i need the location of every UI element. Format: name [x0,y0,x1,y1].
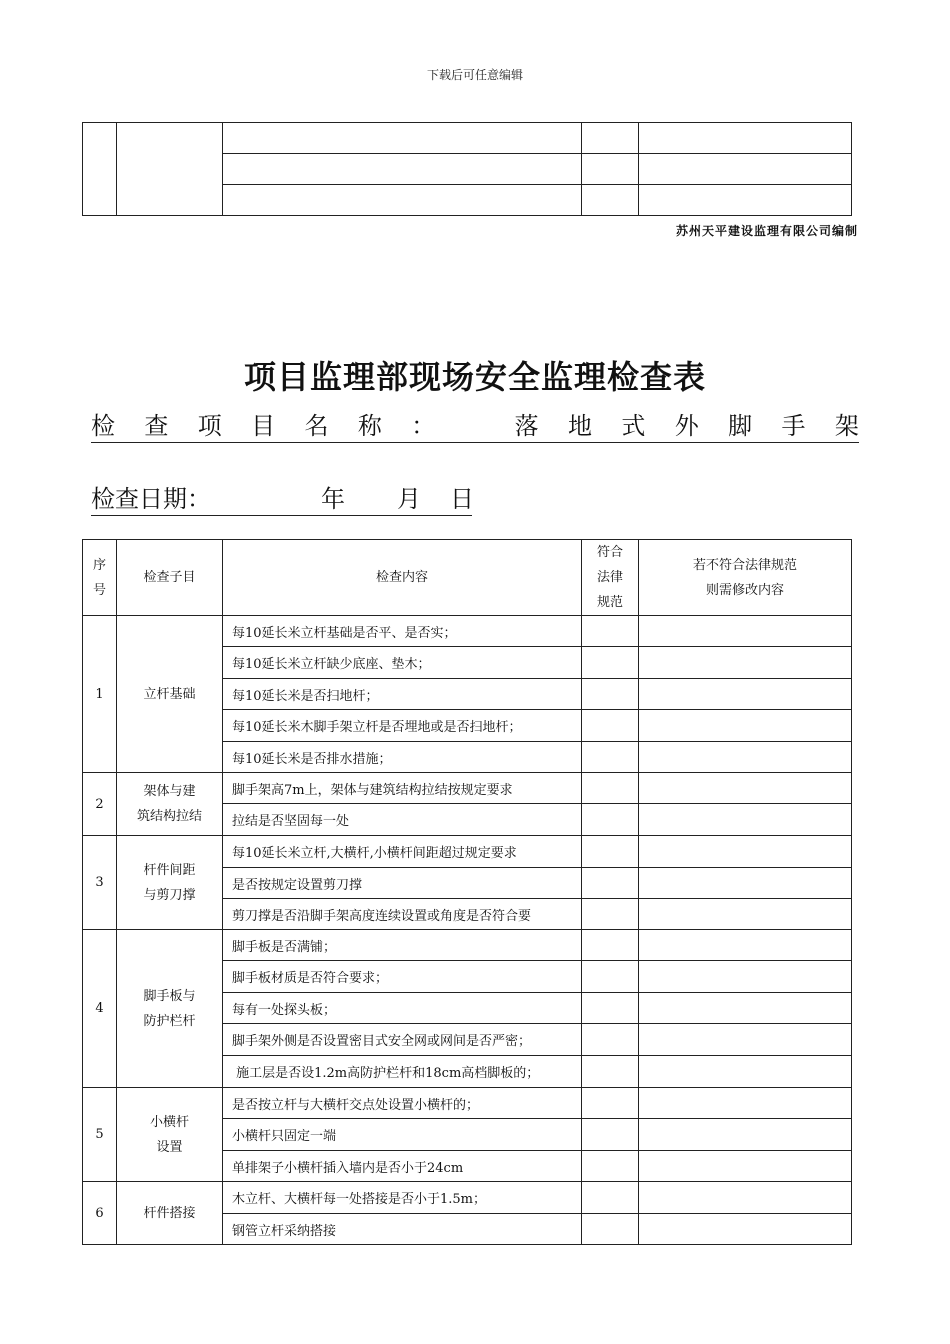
project-line-char: ： [411,412,436,440]
table-row [83,1088,852,1119]
check-content-cell: 每10延长米是否扫地杆； [223,679,582,710]
table-row [83,836,852,868]
table-row [83,773,852,804]
project-line-char: 名 [304,412,329,440]
empty-cell [582,123,639,154]
check-content-cell: 每10延长米立杆,大横杆,小横杆间距超过规定要求 [223,836,582,868]
check-content-cell: 脚手架高7m上，架体与建筑结构拉结按规定要求 [223,773,582,804]
seq-cell: 5 [83,1088,117,1182]
check-content-cell: 单排架子小横杆插入墙内是否小于24cm [223,1151,582,1182]
seq-cell: 2 [83,773,117,836]
seq-cell: 4 [83,930,117,1088]
previous-page-table-fragment [82,122,852,216]
fix-content-cell[interactable] [639,773,852,804]
table-row [83,1182,852,1214]
project-line-char: 手 [781,412,806,440]
compliant-cell[interactable] [582,899,639,930]
fix-content-cell[interactable] [639,647,852,679]
page-title: 项目监理部现场安全监理检查表 [243,358,706,396]
seq-cell: 3 [83,836,117,930]
date-year: 年 [321,485,345,513]
company-footer: 苏州天平建设监理有限公司编制 [675,224,858,238]
check-content-cell: 小横杆只固定一端 [223,1119,582,1151]
project-line-char: 地 [568,412,592,440]
header-sub-item: 检查子目 [117,540,223,616]
date-label: 检查日期： [91,485,211,513]
date-day: 日 [450,485,474,513]
check-content-cell: 木立杆、大横杆每一处搭接是否小于1.5m； [223,1182,582,1214]
fix-content-cell[interactable] [639,804,852,836]
compliant-cell[interactable] [582,1182,639,1214]
check-content-cell: 施工层是否设1.2m高防护栏杆和18cm高档脚板的； [223,1056,582,1088]
check-content-cell: 每10延长米是否排水措施； [223,742,582,773]
fix-content-cell[interactable] [639,1088,852,1119]
fix-content-cell[interactable] [639,868,852,899]
table-row [83,930,852,961]
project-line-char: 检 [91,412,115,440]
sub-item-cell: 小横杆 设置 [117,1088,223,1182]
fix-content-cell[interactable] [639,930,852,961]
seq-cell: 6 [83,1182,117,1245]
compliant-cell[interactable] [582,1088,639,1119]
compliant-cell[interactable] [582,1214,639,1245]
table-row [83,616,852,647]
empty-cell [223,185,582,216]
table-header-row [83,540,852,616]
fix-content-cell[interactable] [639,961,852,993]
fix-content-cell[interactable] [639,836,852,868]
project-line-char: 架 [834,412,859,440]
check-content-cell: 钢管立杆采纳搭接 [223,1214,582,1245]
check-content-cell: 脚手板是否满铺； [223,930,582,961]
empty-cell [639,154,852,185]
empty-cell [582,185,639,216]
sub-item-cell: 杆件搭接 [117,1182,223,1245]
compliant-cell[interactable] [582,804,639,836]
compliant-cell[interactable] [582,993,639,1024]
header-note: 下载后可任意编辑 [426,68,523,82]
empty-cell [223,154,582,185]
compliant-cell[interactable] [582,616,639,647]
sub-item-cell: 立杆基础 [117,616,223,773]
project-line-char: 式 [621,412,646,440]
check-content-cell: 每10延长米木脚手架立杆是否埋地或是否扫地杆； [223,710,582,742]
compliant-cell[interactable] [582,1151,639,1182]
check-content-cell: 是否按规定设置剪刀撑 [223,868,582,899]
check-content-cell: 每10延长米立杆基础是否平、是否实； [223,616,582,647]
compliant-cell[interactable] [582,868,639,899]
compliant-cell[interactable] [582,742,639,773]
fix-content-cell[interactable] [639,993,852,1024]
empty-cell [223,123,582,154]
empty-cell [83,123,117,216]
check-content-cell: 剪刀撑是否沿脚手架高度连续设置或角度是否符合要 [223,899,582,930]
fix-content-cell[interactable] [639,1056,852,1088]
fix-content-cell[interactable] [639,1182,852,1214]
date-month: 月 [397,485,421,513]
compliant-cell[interactable] [582,647,639,679]
header-fix: 若不符合法律规范 则需修改内容 [639,540,852,616]
compliant-cell[interactable] [582,710,639,742]
compliant-cell[interactable] [582,773,639,804]
fix-content-cell[interactable] [639,1119,852,1151]
fix-content-cell[interactable] [639,710,852,742]
seq-cell: 1 [83,616,117,773]
project-line-char: 目 [251,412,276,440]
check-content-cell: 脚手板材质是否符合要求； [223,961,582,993]
project-line-char: 查 [144,412,169,440]
project-line-char: 项 [197,412,222,440]
header-seq: 序 号 [83,540,117,616]
fix-content-cell[interactable] [639,1024,852,1056]
compliant-cell[interactable] [582,1056,639,1088]
header-content: 检查内容 [223,540,582,616]
inspection-date-line [91,483,472,516]
compliant-cell[interactable] [582,930,639,961]
project-line-char: 称 [357,412,382,440]
compliant-cell[interactable] [582,961,639,993]
sub-item-cell: 架体与建 筑结构拉结 [117,773,223,836]
project-name-line [91,410,859,443]
empty-cell [639,185,852,216]
compliant-cell[interactable] [582,1119,639,1151]
check-content-cell: 拉结是否坚固每一处 [223,804,582,836]
compliant-cell[interactable] [582,836,639,868]
compliant-cell[interactable] [582,679,639,710]
fix-content-cell[interactable] [639,1151,852,1182]
empty-cell [639,123,852,154]
check-content-cell: 每有一处探头板； [223,993,582,1024]
fix-content-cell[interactable] [639,742,852,773]
sub-item-cell: 杆件间距 与剪刀撑 [117,836,223,930]
check-content-cell: 是否按立杆与大横杆交点处设置小横杆的； [223,1088,582,1119]
safety-checklist-table [82,539,852,1245]
project-line-char: 脚 [728,412,753,440]
project-line-char: 落 [514,412,539,440]
fix-content-cell[interactable] [639,616,852,647]
check-content-cell: 脚手架外侧是否设置密目式安全网或网间是否严密； [223,1024,582,1056]
fix-content-cell[interactable] [639,899,852,930]
project-line-char: 外 [674,412,699,440]
fix-content-cell[interactable] [639,679,852,710]
sub-item-cell: 脚手板与 防护栏杆 [117,930,223,1088]
empty-cell [117,123,223,216]
compliant-cell[interactable] [582,1024,639,1056]
fix-content-cell[interactable] [639,1214,852,1245]
check-content-cell: 每10延长米立杆缺少底座、垫木； [223,647,582,679]
empty-cell [582,154,639,185]
header-compliant: 符合 法律 规范 [582,540,639,616]
